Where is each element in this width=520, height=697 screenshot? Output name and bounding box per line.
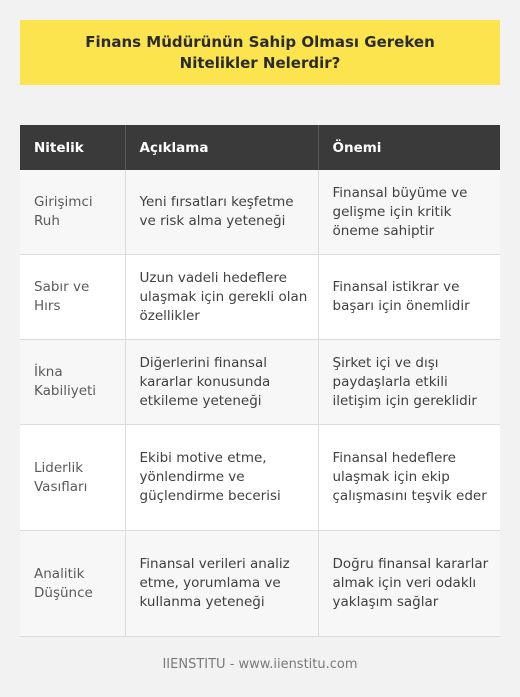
cell-aciklama: Diğerlerini finansal kararlar konusunda etkileme yeteneği: [125, 340, 318, 425]
cell-aciklama: Ekibi motive etme, yönlendirme ve güçlendirme becerisi: [125, 425, 318, 531]
table-row: [20, 170, 500, 255]
column-header-onemi: Önemi: [318, 125, 500, 170]
cell-onemi: Şirket içi ve dışı paydaşlarla etkili iletişim için gereklidir: [318, 340, 500, 425]
cell-onemi: Finansal istikrar ve başarı için önemlidir: [318, 255, 500, 340]
cell-nitelik: Girişimci Ruh: [20, 170, 125, 255]
cell-nitelik: Sabır ve Hırs: [20, 255, 125, 340]
cell-onemi: Finansal büyüme ve gelişme için kritik öneme sahiptir: [318, 170, 500, 255]
cell-aciklama: Yeni fırsatları keşfetme ve risk alma yeteneği: [125, 170, 318, 255]
table-header: [20, 125, 500, 170]
cell-aciklama: Uzun vadeli hedeflere ulaşmak için gerekli olan özellikler: [125, 255, 318, 340]
cell-onemi: Doğru finansal kararlar almak için veri odaklı yaklaşım sağlar: [318, 531, 500, 637]
qualifications-table-wrapper: [20, 125, 500, 637]
column-header-nitelik: Nitelik: [20, 125, 125, 170]
table-row: [20, 531, 500, 637]
footer-credit: IIENSTITU - www.iienstitu.com: [162, 657, 358, 672]
qualifications-table: [20, 125, 500, 637]
column-header-aciklama: Açıklama: [125, 125, 318, 170]
cell-nitelik: İkna Kabiliyeti: [20, 340, 125, 425]
cell-onemi: Finansal hedeflere ulaşmak için ekip çalışmasını teşvik eder: [318, 425, 500, 531]
cell-nitelik: Liderlik Vasıfları: [20, 425, 125, 531]
page-title: Finans Müdürünün Sahip Olması Gereken Nitelikler Nelerdir?: [85, 32, 435, 72]
table-body: [20, 170, 500, 637]
table-row: [20, 340, 500, 425]
cell-nitelik: Analitik Düşünce: [20, 531, 125, 637]
title-banner: [20, 20, 500, 85]
table-row: [20, 425, 500, 531]
table-row: [20, 255, 500, 340]
cell-aciklama: Finansal verileri analiz etme, yorumlama ve kullanma yeteneği: [125, 531, 318, 637]
